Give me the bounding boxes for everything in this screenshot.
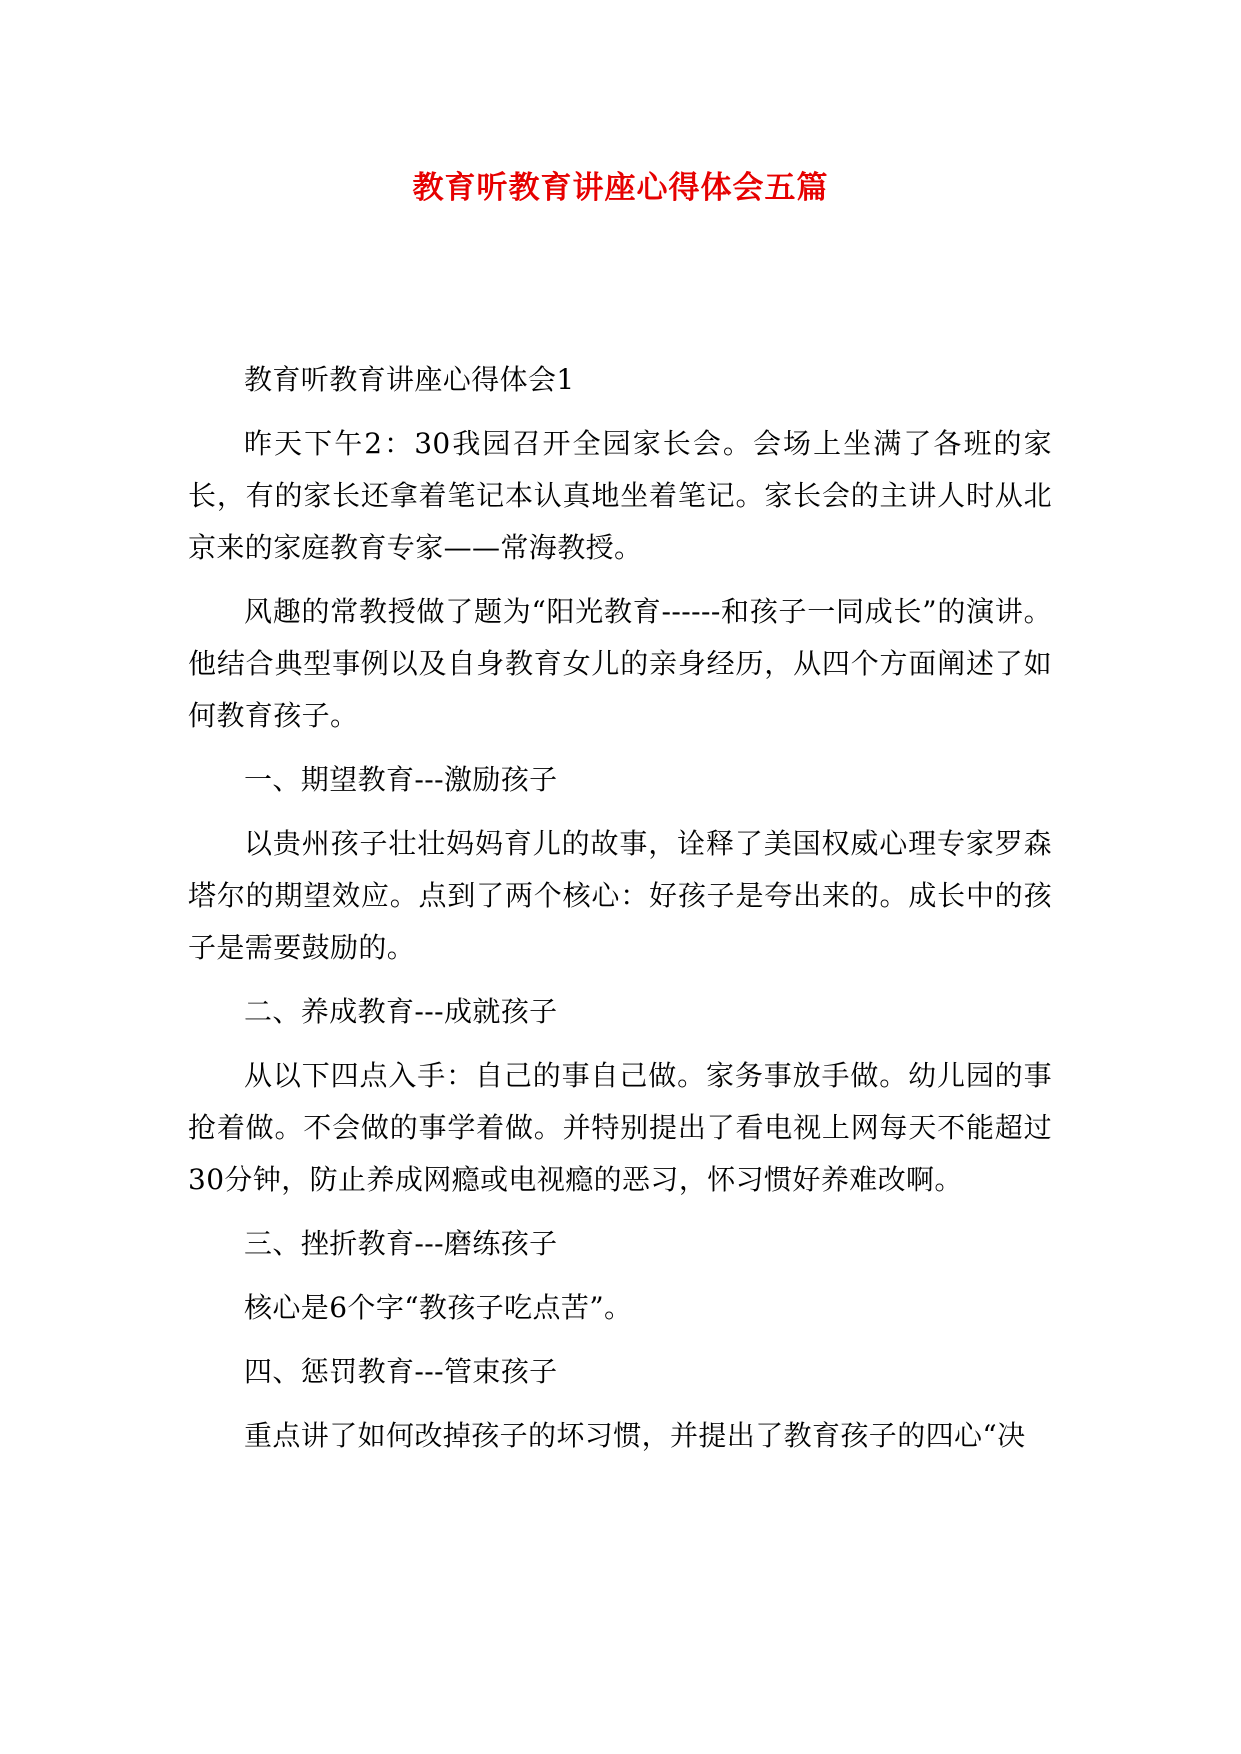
subsection-heading: 一、期望教育---激励孩子 xyxy=(244,763,558,796)
subsection-heading: 三、挫折教育---磨练孩子 xyxy=(244,1227,558,1260)
body-paragraph: 核心是6个字“教孩子吃点苦”。 xyxy=(244,1291,633,1324)
document-title: 教育听教育讲座心得体会五篇 xyxy=(412,170,829,206)
body-paragraph: 从以下四点入手：自己的事自己做。家务事放手做。幼儿园的事抢着做。不会做的事学着做。并特别提出了看电视上网每天不能超过30分钟，防止养成网瘾或电视瘾的恶习，怀习惯好养难改啊。 xyxy=(188,1059,1052,1196)
document-body xyxy=(188,354,1052,1474)
section-heading: 教育听教育讲座心得体会1 xyxy=(244,363,575,396)
body-paragraph: 重点讲了如何改掉孩子的坏习惯，并提出了教育孩子的四心“决 xyxy=(244,1419,1026,1452)
subsection-heading: 四、惩罚教育---管束孩子 xyxy=(244,1355,558,1388)
subsection-heading: 二、养成教育---成就孩子 xyxy=(244,995,558,1028)
body-paragraph: 昨天下午2：30我园召开全园家长会。会场上坐满了各班的家长，有的家长还拿着笔记本认真地坐着笔记。家长会的主讲人时从北京来的家庭教育专家——常海教授。 xyxy=(188,427,1052,564)
body-paragraph: 以贵州孩子壮壮妈妈育儿的故事，诠释了美国权威心理专家罗森塔尔的期望效应。点到了两个核心：好孩子是夸出来的。成长中的孩子是需要鼓励的。 xyxy=(188,827,1052,964)
body-paragraph: 风趣的常教授做了题为“阳光教育------和孩子一同成长”的演讲。他结合典型事例以及自身教育女儿的亲身经历，从四个方面阐述了如何教育孩子。 xyxy=(188,595,1052,732)
